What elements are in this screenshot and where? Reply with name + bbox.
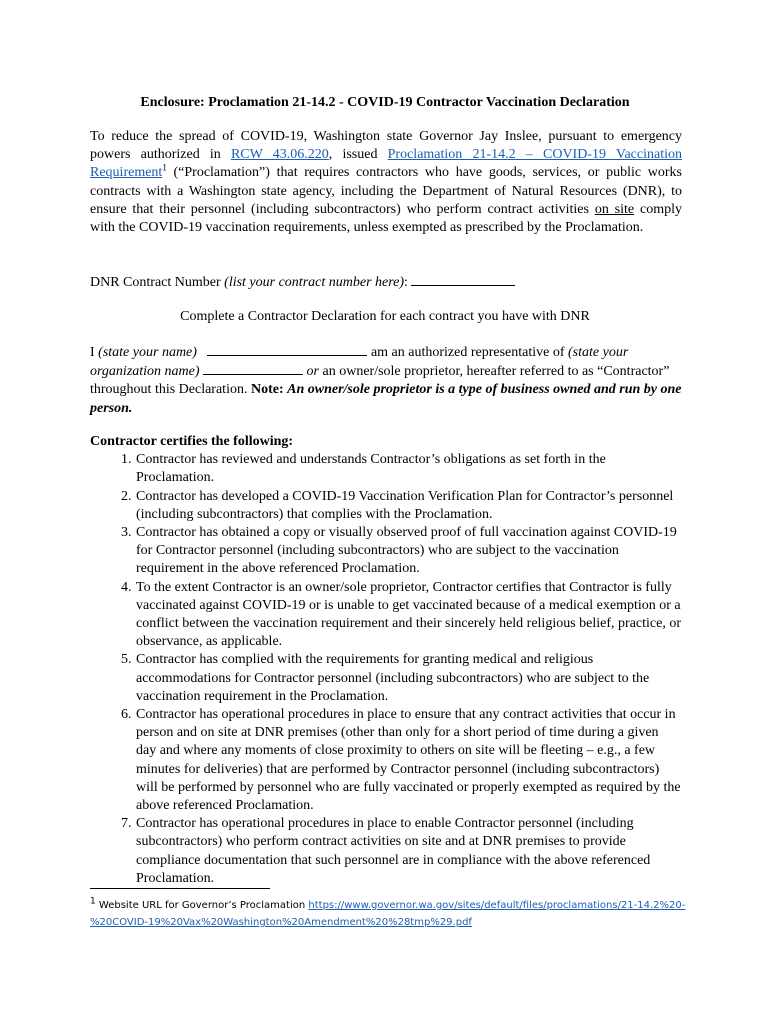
state-org-hint: (state your organization name): [90, 345, 629, 380]
certification-item-1: 1. Contractor has reviewed and understands Contractor’s obligations as set forth in the Proclamation.: [135, 451, 682, 487]
name-field[interactable]: [207, 343, 367, 356]
certification-item-2: 2. Contractor has developed a COVID-19 Vaccination Verification Plan for Contractor’s personnel (including subcontractors) that complies with the Proclamation.: [135, 488, 682, 524]
proclamation-link[interactable]: Proclamation 21-14.2 – COVID-19 Vaccination Requirement: [90, 147, 682, 181]
authorized-rep-text: am an authorized representative of: [367, 345, 569, 360]
certifications-section: [90, 433, 682, 888]
contract-number-label: DNR Contract Number: [90, 275, 225, 290]
organization-field[interactable]: [203, 362, 303, 375]
note-text: An owner/sole proprietor is a type of business owned and run by one person.: [90, 382, 682, 416]
note-label: Note:: [250, 382, 288, 398]
intro-text-3: (“Proclamation”) that requires contractors who have goods, services, or public works contracts with a Washington state agency, including the Department of Natural Resources (DNR), to ensure that their personnel (including subcontractors) who perform contract activities: [90, 165, 682, 217]
declaration-rest: an owner/sole proprietor, hereafter referred to as “Contractor” throughout this Declaration.: [90, 364, 670, 398]
certification-item-4: 4. To the extent Contractor is an owner/sole proprietor, Contractor certifies that Contractor is fully vaccinated against COVID-19 or is unable to get vaccinated because of a medical exemption or a conflict between the vaccination requirement and their sincerely held religious belief, practice, or observance, as applicable.: [135, 579, 682, 652]
intro-text-2: , issued: [328, 147, 388, 163]
certification-item-6: 6. Contractor has operational procedures in place to ensure that any contract activities that occur in person and on site at DNR premises (other than only for a short period of time during a given day and where any moments of close proximity to others on site will be fleeting – e.g., a few minutes for deliveries) that are performed by Contractor personnel (including subcontractors) will be performed by personnel who are fully vaccinated or properly exempted as required by the above referenced Proclamation.: [135, 706, 682, 815]
certification-item-3: 3. Contractor has obtained a copy or visually observed proof of full vaccination against COVID-19 for Contractor personnel (including subcontractors) who are subject to the vaccination requirement in the above referenced Proclamation.: [135, 524, 682, 579]
contract-number-colon: :: [404, 275, 408, 290]
footnote-url-link[interactable]: https://www.governor.wa.gov/sites/default/files/proclamations/21-14.2%20-%20COVID-19%20Vax%20Washington%20Amendment%20%28tmp%29.pdf: [90, 900, 686, 928]
on-site-text: on site: [594, 201, 635, 217]
footnote-reference: 1: [162, 162, 167, 173]
or-owner-text: or: [303, 364, 319, 380]
footnote-number: 1: [90, 896, 96, 907]
document-title: Enclosure: Proclamation 21-14.2 - COVID-19 Contractor Vaccination Declaration: [140, 95, 630, 110]
instruction-line: Complete a Contractor Declaration for each contract you have with DNR: [180, 309, 590, 324]
footnote-label: Website URL for Governor’s Proclamation: [95, 900, 309, 911]
contract-number-hint: (list your contract number here): [224, 275, 405, 290]
certifications-list: [90, 451, 682, 888]
footnote-separator: [90, 888, 270, 889]
intro-text-1: To reduce the spread of COVID-19, Washington state Governor Jay Inslee, pursuant to emergency powers authorized in: [90, 129, 682, 163]
declaration-i: I: [90, 345, 99, 360]
rcw-link[interactable]: RCW 43.06.220: [230, 147, 329, 163]
state-name-hint: (state your name): [98, 345, 197, 360]
footnote: [90, 897, 690, 931]
certification-item-5: 5. Contractor has complied with the requirements for granting medical and religious accommodations for Contractor personnel (including subcontractors) who are subject to the vaccination requirement in the Proclamation.: [135, 651, 682, 706]
declaration-paragraph: [90, 343, 682, 418]
intro-paragraph: [90, 128, 682, 237]
contract-number-line: [90, 273, 682, 292]
certification-item-7: 7. Contractor has operational procedures in place to enable Contractor personnel (including subcontractors) who perform contract activities on site and at DNR premises to provide compliance documentation that such personnel are in compliance with the above referenced Proclamation.: [135, 815, 682, 888]
intro-text-4: comply with the COVID-19 vaccination requirements, unless exempted as prescribed by the Proclamation.: [90, 201, 682, 236]
contract-number-field[interactable]: [411, 273, 515, 286]
certifies-heading: Contractor certifies the following:: [90, 434, 294, 449]
